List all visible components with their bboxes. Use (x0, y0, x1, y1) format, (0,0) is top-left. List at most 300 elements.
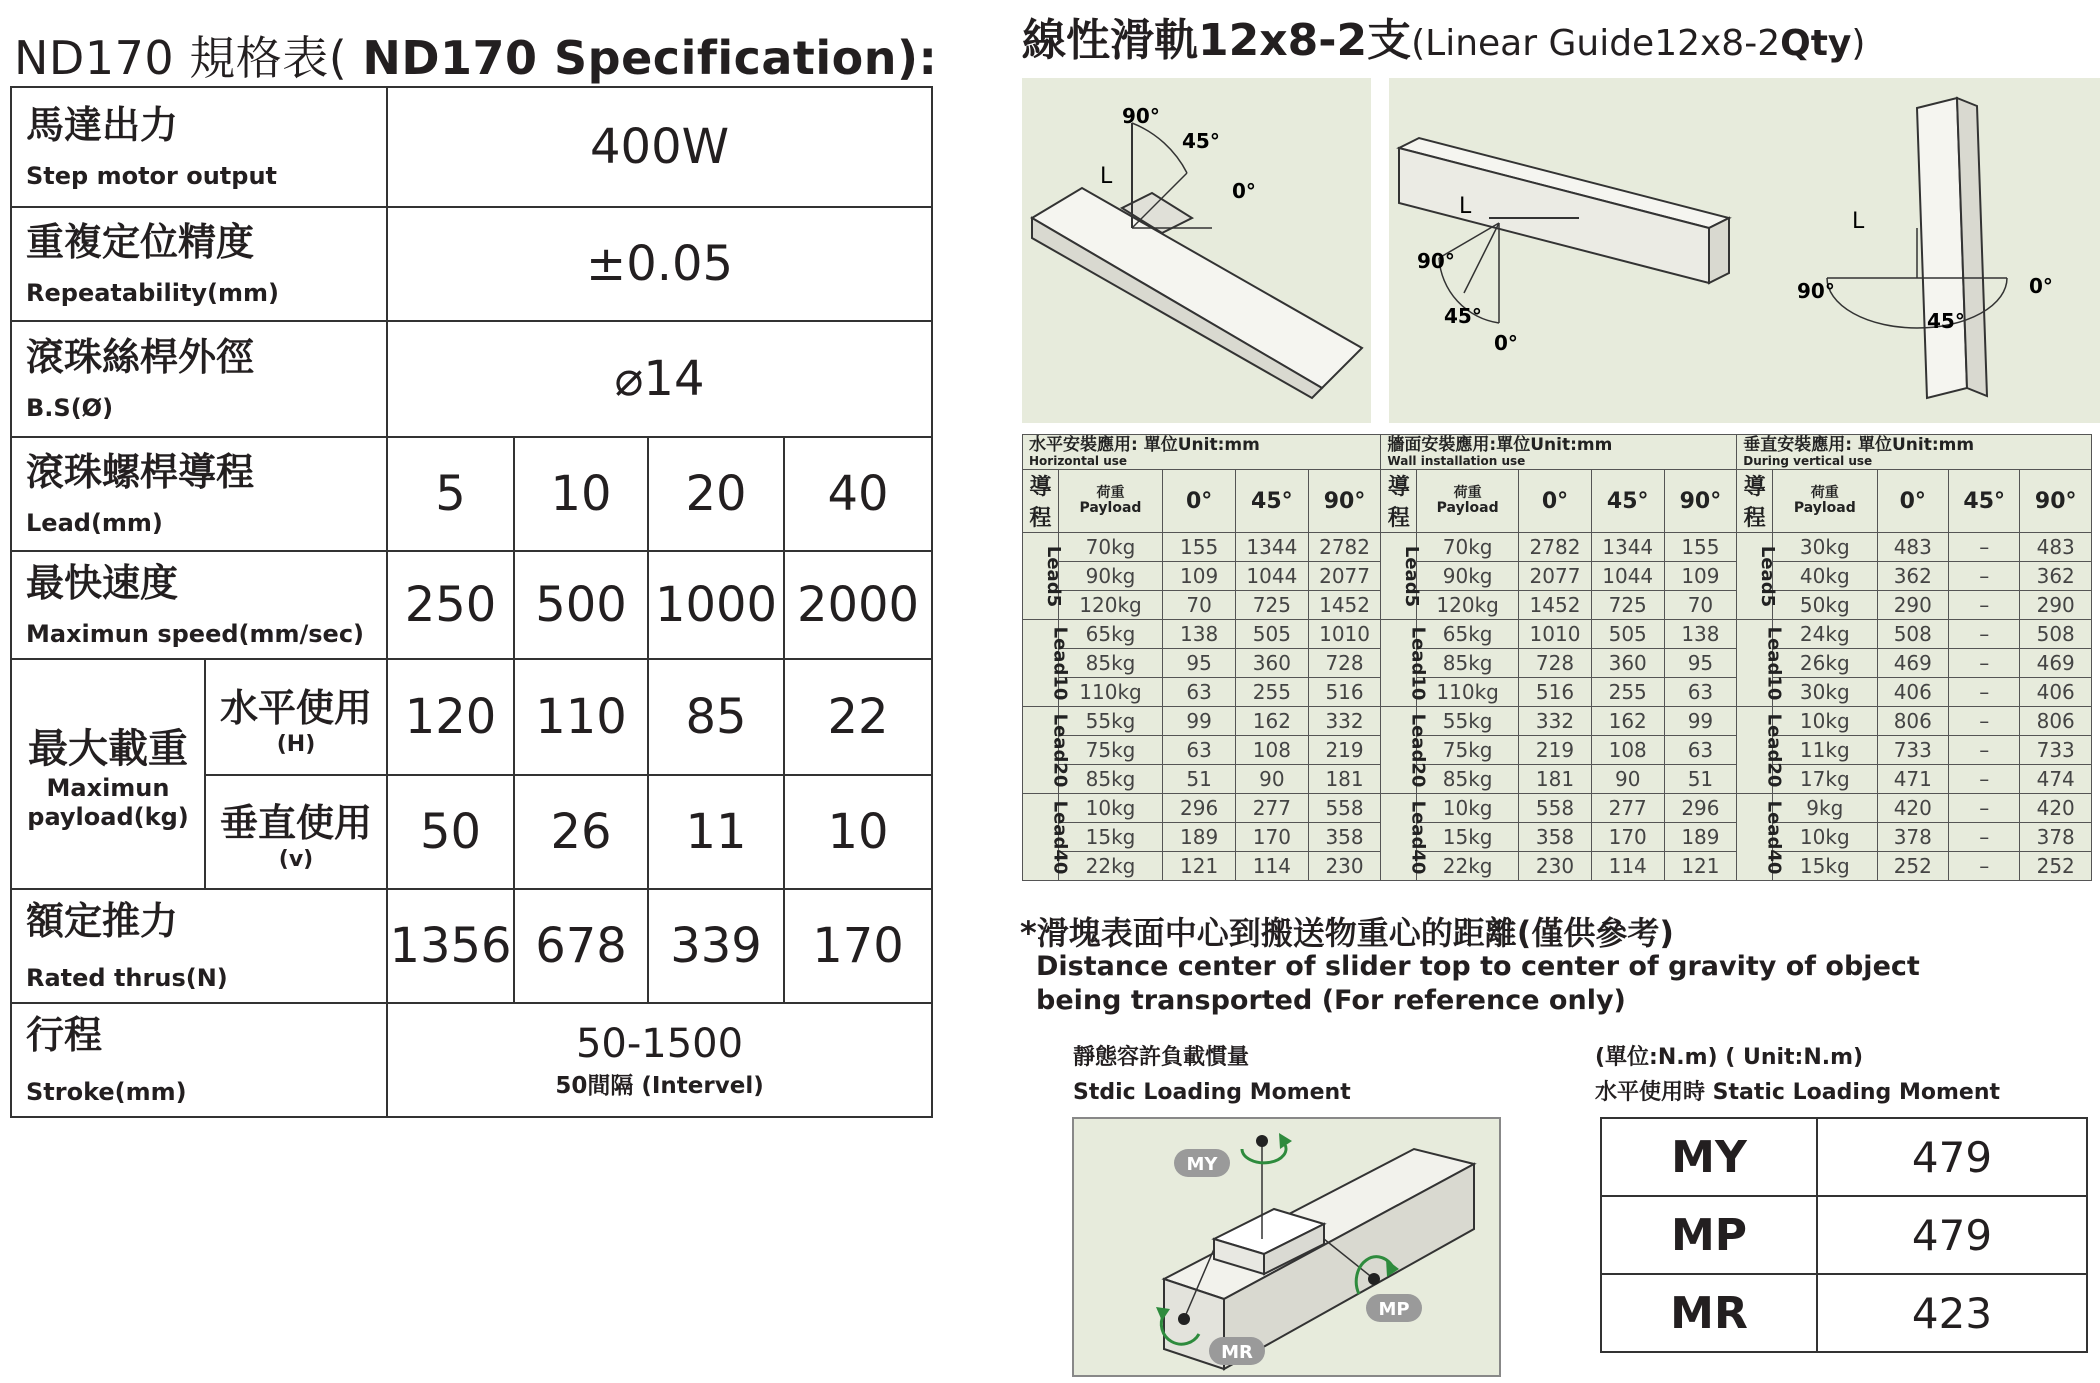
payload-cell: 90kg (1058, 562, 1163, 591)
speed-value: 1000 (648, 551, 784, 659)
note-zh: *滑塊表面中心到搬送物重心的距離(僅供參考) (1020, 914, 1674, 952)
distance-cell: 219 (1519, 736, 1592, 765)
angle-45-label: 45° (1927, 309, 1965, 333)
payload-label-en1: Maximun (46, 773, 170, 802)
guide-title-en-end: ) (1851, 23, 1866, 64)
distance-cell: 51 (1163, 765, 1236, 794)
moment-value: 423 (1817, 1274, 2087, 1352)
stroke-label-zh: 行程 (26, 1013, 103, 1058)
repeat-label-en: Repeatability(mm) (26, 278, 280, 307)
distance-cell: 332 (1519, 707, 1592, 736)
distance-cell: 99 (1163, 707, 1236, 736)
payload-row (1023, 533, 2092, 562)
angle-90-label: 90° (1417, 249, 1455, 273)
horizontal-install-diagram (1022, 78, 1371, 423)
moment-row (1601, 1196, 2087, 1274)
lead-column-header: 導程 (1023, 470, 1059, 533)
lead-group-text: Lead20 (1763, 713, 1785, 787)
distance-cell: 1044 (1591, 562, 1664, 591)
distance-cell: 138 (1664, 620, 1737, 649)
payload-h-value: 22 (784, 659, 932, 775)
distance-cell: 162 (1236, 707, 1309, 736)
distance-cell: 483 (2020, 533, 2092, 562)
payload-column-header (1772, 470, 1877, 533)
distance-cell: – (1949, 678, 2020, 707)
repeat-label-zh: 重複定位精度 (26, 220, 255, 265)
speed-value: 500 (514, 551, 648, 659)
distance-cell: 474 (2020, 765, 2092, 794)
lead-value: 40 (784, 437, 932, 551)
distance-cell: 114 (1591, 852, 1664, 881)
moment-drawing (1074, 1119, 1499, 1375)
group-vertical-en: During vertical use (1743, 453, 1873, 468)
stroke-label-en: Stroke(mm) (26, 1077, 187, 1106)
moment-key: MY (1601, 1118, 1817, 1196)
payload-cell: 17kg (1772, 765, 1877, 794)
bs-label-en: B.S(Ø) (26, 393, 114, 422)
payload-table (1022, 434, 2092, 881)
payload-cell: 22kg (1058, 852, 1163, 881)
moment-key: MR (1601, 1274, 1817, 1352)
moment-label-left-zh: 靜態容許負載慣量 (1073, 1045, 1250, 1070)
distance-cell: 1044 (1236, 562, 1309, 591)
distance-cell: 1452 (1308, 591, 1381, 620)
payload-row (1023, 620, 2092, 649)
bs-label-zh: 滾珠絲桿外徑 (26, 335, 255, 380)
distance-cell: 2077 (1519, 562, 1592, 591)
motor-label-zh: 馬達出力 (26, 103, 179, 148)
distance-cell: 63 (1163, 678, 1236, 707)
angle-45-header: 45° (1591, 470, 1664, 533)
distance-cell: 296 (1163, 794, 1236, 823)
lead-group-label (1381, 620, 1429, 707)
bs-value: ⌀14 (387, 321, 932, 437)
payload-cell: 110kg (1417, 678, 1519, 707)
lead-group-label (1381, 533, 1423, 620)
thrust-label-zh: 額定推力 (26, 899, 179, 944)
distance-cell: 181 (1519, 765, 1592, 794)
distance-cell: 63 (1664, 678, 1737, 707)
payload-row (1023, 591, 2092, 620)
distance-cell: 170 (1236, 823, 1309, 852)
distance-cell: 109 (1664, 562, 1737, 591)
payload-cell: 70kg (1417, 533, 1519, 562)
thrust-value: 1356 (387, 889, 514, 1003)
distance-cell: 114 (1236, 852, 1309, 881)
payload-row (1023, 562, 2092, 591)
spec-title (14, 22, 937, 88)
payload-row (1023, 823, 2092, 852)
speed-value: 250 (387, 551, 514, 659)
lead-group-text: Lead20 (1407, 713, 1429, 787)
lead-column-header: 導程 (1737, 470, 1773, 533)
payload-row (1023, 736, 2092, 765)
length-l-label: L (1852, 209, 1865, 234)
lead-group-text: Lead10 (1407, 626, 1429, 700)
angle-0-header: 0° (1519, 470, 1592, 533)
distance-cell: 505 (1236, 620, 1309, 649)
payload-cell: 55kg (1058, 707, 1163, 736)
payload-row (1023, 649, 2092, 678)
lead-value: 20 (648, 437, 784, 551)
lead-column-header: 導程 (1381, 470, 1417, 533)
distance-cell: 558 (1519, 794, 1592, 823)
payload-cell: 9kg (1772, 794, 1877, 823)
group-horizontal-en: Horizontal use (1029, 453, 1128, 468)
payload-row (1023, 678, 2092, 707)
distance-cell: 255 (1236, 678, 1309, 707)
distance-cell: 63 (1664, 736, 1737, 765)
payload-cell: 85kg (1417, 649, 1519, 678)
distance-cell: 505 (1591, 620, 1664, 649)
group-wall-en: Wall installation use (1387, 453, 1526, 468)
distance-cell: 63 (1163, 736, 1236, 765)
payload-cell: 120kg (1417, 591, 1519, 620)
payload-h-en: (H) (276, 732, 316, 757)
distance-cell: – (1949, 591, 2020, 620)
payload-cell: 55kg (1417, 707, 1519, 736)
lead-group-label (1381, 707, 1429, 794)
payload-cell: 75kg (1058, 736, 1163, 765)
payload-h-value: 110 (514, 659, 648, 775)
distance-cell: 121 (1664, 852, 1737, 881)
spec-title-en: ND170 Specification): (362, 31, 938, 85)
distance-cell: 728 (1519, 649, 1592, 678)
distance-cell: 1344 (1236, 533, 1309, 562)
payload-header-zh: 荷重 (1096, 485, 1125, 502)
distance-cell: 70 (1163, 591, 1236, 620)
distance-cell: 471 (1877, 765, 1948, 794)
distance-cell: 170 (1591, 823, 1664, 852)
angle-0-label: 0° (2029, 274, 2053, 298)
payload-cell: 10kg (1772, 823, 1877, 852)
payload-cell: 120kg (1058, 591, 1163, 620)
payload-cell: 24kg (1772, 620, 1877, 649)
distance-cell: 181 (1308, 765, 1381, 794)
my-badge-text: MY (1186, 1154, 1218, 1175)
payload-cell: 40kg (1772, 562, 1877, 591)
lead-label-zh: 滾珠螺桿導程 (26, 450, 255, 495)
payload-cell: 50kg (1772, 591, 1877, 620)
distance-cell: – (1949, 852, 2020, 881)
pitch-axis-dot (1368, 1273, 1380, 1285)
distance-cell: 733 (2020, 736, 2092, 765)
distance-cell: 2782 (1308, 533, 1381, 562)
payload-v-value: 50 (387, 775, 514, 889)
angle-90-header: 90° (2020, 470, 2092, 533)
distance-cell: 90 (1591, 765, 1664, 794)
payload-v-value: 26 (514, 775, 648, 889)
payload-label-zh: 最大載重 (28, 725, 188, 772)
distance-cell: 358 (1308, 823, 1381, 852)
speed-label-zh: 最快速度 (26, 561, 179, 606)
spec-title-zh: ND170 規格表( (14, 31, 348, 85)
lead-group-text: Lead5 (1043, 545, 1065, 607)
moment-table (1600, 1117, 2088, 1353)
lead-group-text: Lead5 (1757, 545, 1779, 607)
mp-badge-text: MP (1378, 1299, 1410, 1320)
payload-row (1023, 794, 2092, 823)
payload-h-value: 120 (387, 659, 514, 775)
roll-axis-dot (1178, 1313, 1190, 1325)
lead-group-text: Lead10 (1763, 626, 1785, 700)
distance-cell: 728 (1308, 649, 1381, 678)
rail-body (1032, 188, 1362, 388)
payload-cell: 15kg (1058, 823, 1163, 852)
payload-cell: 65kg (1417, 620, 1519, 649)
distance-cell: 230 (1519, 852, 1592, 881)
angle-45-header: 45° (1236, 470, 1309, 533)
angle-0-label: 0° (1232, 179, 1256, 203)
group-horizontal-zh: 水平安裝應用: 單位Unit:mm (1029, 435, 1260, 456)
guide-title-zh: 線性滑軌12x8-2支 (1022, 15, 1412, 66)
distance-cell: 155 (1163, 533, 1236, 562)
distance-cell: 189 (1664, 823, 1737, 852)
payload-cell: 10kg (1772, 707, 1877, 736)
vertical-install-diagram (1737, 78, 2100, 423)
spec-row-motor (11, 87, 932, 207)
lead-label-en: Lead(mm) (26, 508, 163, 537)
angle-90-header: 90° (1664, 470, 1737, 533)
payload-cell: 85kg (1058, 649, 1163, 678)
guide-title-en: (Linear Guide12x8-2 (1411, 23, 1781, 64)
payload-cell: 11kg (1772, 736, 1877, 765)
payload-v-en: (v) (278, 847, 314, 872)
distance-cell: 290 (1877, 591, 1948, 620)
group-vertical-zh: 垂直安裝應用: 單位Unit:mm (1743, 435, 1975, 456)
angle-arc (1132, 123, 1187, 173)
thrust-value: 170 (784, 889, 932, 1003)
payload-v-value: 11 (648, 775, 784, 889)
distance-cell: 277 (1236, 794, 1309, 823)
payload-row (1023, 852, 2092, 881)
distance-cell: 378 (2020, 823, 2092, 852)
motor-label-en: Step motor output (26, 161, 278, 190)
lead-group-text: Lead40 (1049, 800, 1071, 874)
lead-group-text: Lead40 (1763, 800, 1785, 874)
motor-value: 400W (387, 87, 932, 207)
distance-cell: 277 (1591, 794, 1664, 823)
distance-cell: – (1949, 562, 2020, 591)
lead-value: 5 (387, 437, 514, 551)
payload-column-header (1417, 470, 1519, 533)
group-wall-zh: 牆面安裝應用:單位Unit:mm (1387, 435, 1613, 456)
payload-h-zh: 水平使用 (220, 686, 373, 730)
distance-cell: 1452 (1519, 591, 1592, 620)
distance-cell: 483 (1877, 533, 1948, 562)
distance-cell: – (1949, 533, 2020, 562)
distance-cell: 1010 (1519, 620, 1592, 649)
payload-header-en: Payload (1793, 500, 1856, 516)
payload-cell: 30kg (1772, 533, 1877, 562)
moment-unit: (單位:N.m) ( Unit:N.m) (1595, 1045, 1864, 1070)
distance-cell: 806 (2020, 707, 2092, 736)
distance-cell: 378 (1877, 823, 1948, 852)
payload-cell: 15kg (1772, 852, 1877, 881)
distance-cell: 219 (1308, 736, 1381, 765)
distance-cell: 95 (1664, 649, 1737, 678)
lead-group-label (1023, 533, 1065, 620)
lead-group-label (1737, 533, 1779, 620)
guide-title-en-bold: Qty (1780, 23, 1852, 64)
angle-0-header: 0° (1163, 470, 1236, 533)
spec-row-lead (11, 437, 932, 551)
payload-cell: 26kg (1772, 649, 1877, 678)
spec-table (10, 86, 933, 1118)
group-wall (1381, 435, 1737, 470)
payload-cell: 10kg (1417, 794, 1519, 823)
distance-cell: 362 (1877, 562, 1948, 591)
distance-cell: 138 (1163, 620, 1236, 649)
distance-cell: 95 (1163, 649, 1236, 678)
distance-cell: 725 (1236, 591, 1309, 620)
lead-group-label (1381, 794, 1429, 881)
distance-cell: 162 (1591, 707, 1664, 736)
payload-h-value: 85 (648, 659, 784, 775)
group-vertical (1737, 435, 2092, 470)
distance-cell: 733 (1877, 736, 1948, 765)
distance-cell: 332 (1308, 707, 1381, 736)
spec-row-thrust (11, 889, 932, 1003)
speed-label-en: Maximun speed(mm/sec) (26, 619, 365, 648)
moment-row (1601, 1274, 2087, 1352)
payload-v-zh: 垂直使用 (220, 801, 373, 845)
distance-cell: 806 (1877, 707, 1948, 736)
distance-cell: 469 (2020, 649, 2092, 678)
moment-diagram (1072, 1117, 1501, 1377)
payload-cell: 22kg (1417, 852, 1519, 881)
spec-row-speed (11, 551, 932, 659)
distance-cell: 99 (1664, 707, 1737, 736)
payload-group-header (1023, 435, 2092, 470)
angle-0-header: 0° (1877, 470, 1948, 533)
lead-group-label (1737, 707, 1785, 794)
distance-cell: 508 (1877, 620, 1948, 649)
distance-cell: 2077 (1308, 562, 1381, 591)
payload-v-value: 10 (784, 775, 932, 889)
lead-group-text: Lead20 (1049, 713, 1071, 787)
distance-cell: – (1949, 765, 2020, 794)
angle-45-header: 45° (1949, 470, 2020, 533)
payload-cell: 90kg (1417, 562, 1519, 591)
payload-header-zh: 荷重 (1453, 485, 1482, 502)
distance-cell: – (1949, 794, 2020, 823)
distance-cell: 406 (1877, 678, 1948, 707)
spec-row-bs (11, 321, 932, 437)
repeat-value: ±0.05 (387, 207, 932, 321)
distance-cell: 189 (1163, 823, 1236, 852)
distance-cell: 725 (1591, 591, 1664, 620)
distance-cell: – (1949, 707, 2020, 736)
distance-cell: 469 (1877, 649, 1948, 678)
lead-group-label (1737, 794, 1785, 881)
angle-45-label: 45° (1444, 304, 1482, 328)
payload-cell: 15kg (1417, 823, 1519, 852)
distance-cell: 155 (1664, 533, 1737, 562)
group-horizontal (1023, 435, 1381, 470)
moment-label-right-text: 水平使用時 Static Loading Moment (1595, 1080, 2000, 1106)
stroke-interval: 50間隔 (Intervel) (555, 1072, 764, 1099)
distance-cell: – (1949, 736, 2020, 765)
payload-column-header (1023, 470, 2092, 533)
vertical-guide-drawing (1737, 78, 2100, 423)
wall-install-diagram (1389, 78, 1738, 423)
distance-cell: 2782 (1519, 533, 1592, 562)
payload-cell: 30kg (1772, 678, 1877, 707)
distance-cell: 108 (1236, 736, 1309, 765)
distance-cell: 516 (1519, 678, 1592, 707)
distance-cell: 358 (1519, 823, 1592, 852)
payload-cell: 65kg (1058, 620, 1163, 649)
payload-cell: 10kg (1058, 794, 1163, 823)
distance-cell: 360 (1591, 649, 1664, 678)
distance-cell: 121 (1163, 852, 1236, 881)
spec-row-stroke (11, 1003, 932, 1117)
angle-90-header: 90° (1308, 470, 1381, 533)
distance-cell: 230 (1308, 852, 1381, 881)
lead-group-text: Lead40 (1407, 800, 1429, 874)
distance-cell: 252 (1877, 852, 1948, 881)
distance-cell: 508 (2020, 620, 2092, 649)
note-en: Distance center of slider top to center of gravity of object being transported (For reference only) (1036, 951, 1920, 1016)
guide-title (1022, 4, 1865, 68)
moment-label-right (1595, 1040, 2000, 1110)
lead-group-text: Lead5 (1401, 545, 1423, 607)
mr-badge-text: MR (1221, 1342, 1253, 1363)
distance-cell: 558 (1308, 794, 1381, 823)
lead-group-label (1023, 794, 1071, 881)
lead-group-label (1023, 707, 1071, 794)
thrust-value: 339 (648, 889, 784, 1003)
payload-cell: 70kg (1058, 533, 1163, 562)
distance-cell: 360 (1236, 649, 1309, 678)
distance-cell: 516 (1308, 678, 1381, 707)
distance-cell: 252 (2020, 852, 2092, 881)
distance-cell: – (1949, 649, 2020, 678)
lead-group-text: Lead10 (1049, 626, 1071, 700)
length-l-label: L (1100, 164, 1113, 189)
distance-cell: 420 (2020, 794, 2092, 823)
payload-cell: 110kg (1058, 678, 1163, 707)
angle-90-label: 90° (1797, 279, 1835, 303)
speed-value: 2000 (784, 551, 932, 659)
distance-cell: 70 (1664, 591, 1737, 620)
rail-end (1709, 218, 1729, 283)
payload-cell: 85kg (1417, 765, 1519, 794)
angle-45-label: 45° (1182, 129, 1220, 153)
moment-label-left (1073, 1040, 1351, 1110)
payload-header-en: Payload (1079, 500, 1142, 516)
distance-cell: 362 (2020, 562, 2092, 591)
payload-cell: 75kg (1417, 736, 1519, 765)
distance-cell: – (1949, 620, 2020, 649)
lead-group-label (1737, 620, 1785, 707)
moment-label-left-en: Stdic Loading Moment (1073, 1080, 1351, 1106)
moment-row (1601, 1118, 2087, 1196)
payload-header-en: Payload (1436, 500, 1499, 516)
payload-header-zh: 荷重 (1810, 485, 1839, 502)
distance-cell: 1010 (1308, 620, 1381, 649)
distance-cell: 108 (1591, 736, 1664, 765)
moment-value: 479 (1817, 1196, 2087, 1274)
lead-value: 10 (514, 437, 648, 551)
distance-cell: 90 (1236, 765, 1309, 794)
payload-column-header (1058, 470, 1163, 533)
distance-cell: – (1949, 823, 2020, 852)
distance-cell: 255 (1591, 678, 1664, 707)
distance-cell: 290 (2020, 591, 2092, 620)
horizontal-guide-drawing (1022, 78, 1371, 423)
